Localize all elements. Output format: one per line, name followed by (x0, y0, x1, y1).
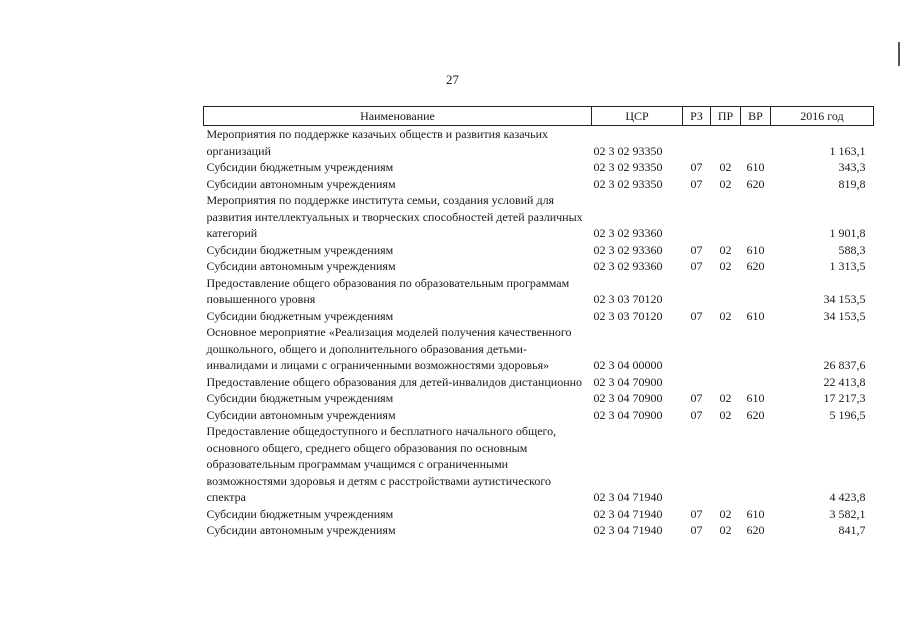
row-name: Субсидии автономным учреждениям (206, 523, 396, 537)
row-csr: 02 3 04 70900 (593, 391, 663, 405)
header-row (204, 107, 874, 126)
row-rz: 07 (690, 176, 703, 191)
row-csr: 02 3 02 93350 (593, 176, 663, 191)
row-sum: 588,3 (838, 242, 866, 257)
table-row (204, 242, 874, 259)
row-name: Мероприятия по поддержке института семьи, создания условий для развития интеллектуальных и творческих способностей детей различных категорий (206, 193, 583, 240)
row-vr (741, 126, 771, 160)
row-sum: 343,3 (838, 160, 866, 174)
table-row (204, 374, 874, 391)
row-rz: 07 (690, 242, 703, 257)
row-vr (741, 324, 771, 374)
row-vr: 610 (746, 308, 765, 323)
table-header (204, 107, 874, 126)
row-sum: 3 582,1 (829, 506, 866, 521)
row-pr: 02 (719, 391, 732, 405)
row-rz (683, 423, 711, 506)
header-csr: ЦСР (592, 107, 683, 126)
row-name: Субсидии бюджетным учреждениям (206, 506, 394, 521)
row-rz: 07 (690, 308, 703, 323)
row-sum: 5 196,5 (829, 407, 866, 422)
table-row (204, 192, 874, 242)
row-pr: 02 (719, 176, 732, 191)
table-row (204, 522, 874, 539)
row-rz: 07 (690, 391, 703, 405)
row-rz: 07 (690, 407, 703, 422)
row-sum: 819,8 (838, 176, 866, 191)
row-sum: 22 413,8 (823, 374, 866, 389)
table-row (204, 176, 874, 193)
row-pr: 02 (719, 160, 732, 174)
row-pr: 02 (719, 506, 732, 521)
row-vr (741, 192, 771, 242)
table-row (204, 407, 874, 424)
row-sum: 17 217,3 (823, 391, 866, 405)
row-sum: 4 423,8 (829, 490, 866, 504)
row-rz (683, 324, 711, 374)
row-csr: 02 3 04 71940 (593, 490, 663, 504)
row-vr: 610 (746, 506, 765, 521)
row-pr (711, 423, 741, 506)
row-pr (711, 126, 741, 160)
table-row (204, 275, 874, 308)
row-csr: 02 3 02 93350 (593, 160, 663, 174)
row-csr: 02 3 04 70900 (593, 407, 663, 422)
row-rz: 07 (690, 259, 703, 273)
row-vr: 620 (746, 176, 765, 191)
row-vr: 620 (746, 259, 765, 273)
row-sum: 1 163,1 (829, 143, 866, 158)
row-name: Предоставление общего образования для детей-инвалидов дистанционно (206, 374, 583, 389)
budget-table (203, 106, 874, 539)
row-name: Предоставление общего образования по образовательным программам повышенного уровня (206, 275, 570, 306)
header-rz: РЗ (683, 107, 711, 126)
row-rz: 07 (690, 506, 703, 521)
row-csr: 02 3 04 00000 (593, 358, 663, 372)
row-name: Субсидии бюджетным учреждениям (206, 308, 394, 323)
row-csr: 02 3 02 93360 (593, 242, 663, 257)
table-row (204, 506, 874, 523)
header-year: 2016 год (771, 107, 874, 126)
row-sum: 1 313,5 (829, 259, 866, 273)
table-row (204, 126, 874, 160)
row-name: Основное мероприятие «Реализация моделей получения качественного дошкольного, общего и дополнительного образования детьми-инвалидами и лицами с ограниченными возможностями здоровья» (206, 325, 572, 372)
row-rz: 07 (690, 523, 703, 537)
row-csr: 02 3 02 93350 (593, 143, 663, 158)
header-vr: ВР (741, 107, 771, 126)
row-name: Субсидии бюджетным учреждениям (206, 242, 394, 257)
row-pr: 02 (719, 308, 732, 323)
row-sum: 841,7 (838, 523, 866, 537)
table-body (204, 126, 874, 539)
row-rz (683, 126, 711, 160)
table-row (204, 423, 874, 506)
row-sum: 34 153,5 (823, 308, 866, 323)
row-sum: 1 901,8 (829, 226, 866, 240)
row-csr: 02 3 04 71940 (593, 523, 663, 537)
row-csr: 02 3 03 70120 (593, 292, 663, 306)
row-name: Субсидии автономным учреждениям (206, 407, 396, 422)
row-vr: 620 (746, 407, 765, 422)
row-vr: 610 (746, 391, 765, 405)
row-vr (741, 275, 771, 308)
scan-edge-mark (898, 42, 900, 66)
row-pr: 02 (719, 407, 732, 422)
table-row (204, 390, 874, 407)
row-csr: 02 3 03 70120 (593, 308, 663, 323)
row-name: Субсидии бюджетным учреждениям (206, 391, 394, 405)
row-csr: 02 3 02 93360 (593, 226, 663, 240)
row-rz: 07 (690, 160, 703, 174)
row-csr: 02 3 02 93360 (593, 259, 663, 273)
row-vr (741, 374, 771, 391)
table-row (204, 324, 874, 374)
row-name: Предоставление общедоступного и бесплатного начального общего, основного общего, среднего общего образования по основным образовательным программам учащимся с ограниченными возможностями здоровья и детям с расстройствами аутистического спектра (206, 424, 557, 504)
row-name: Субсидии автономным учреждениям (206, 176, 396, 191)
row-csr: 02 3 04 70900 (593, 374, 663, 389)
row-pr (711, 374, 741, 391)
row-name: Мероприятия по поддержке казачьих обществ и развития казачьих организаций (206, 127, 549, 158)
header-pr: ПР (711, 107, 741, 126)
table-row (204, 258, 874, 275)
row-csr: 02 3 04 71940 (593, 506, 663, 521)
row-pr (711, 324, 741, 374)
row-pr: 02 (719, 523, 732, 537)
row-vr (741, 423, 771, 506)
row-name: Субсидии автономным учреждениям (206, 259, 396, 273)
row-sum: 26 837,6 (823, 358, 866, 372)
row-pr (711, 192, 741, 242)
row-pr: 02 (719, 242, 732, 257)
table-row (204, 159, 874, 176)
page-number: 27 (446, 72, 459, 87)
row-vr: 620 (746, 523, 765, 537)
row-vr: 610 (746, 242, 765, 257)
table-row (204, 308, 874, 325)
row-rz (683, 275, 711, 308)
row-vr: 610 (746, 160, 765, 174)
row-rz (683, 374, 711, 391)
row-pr: 02 (719, 259, 732, 273)
row-pr (711, 275, 741, 308)
header-name: Наименование (204, 107, 592, 126)
row-sum: 34 153,5 (823, 292, 866, 306)
row-rz (683, 192, 711, 242)
row-name: Субсидии бюджетным учреждениям (206, 160, 394, 174)
